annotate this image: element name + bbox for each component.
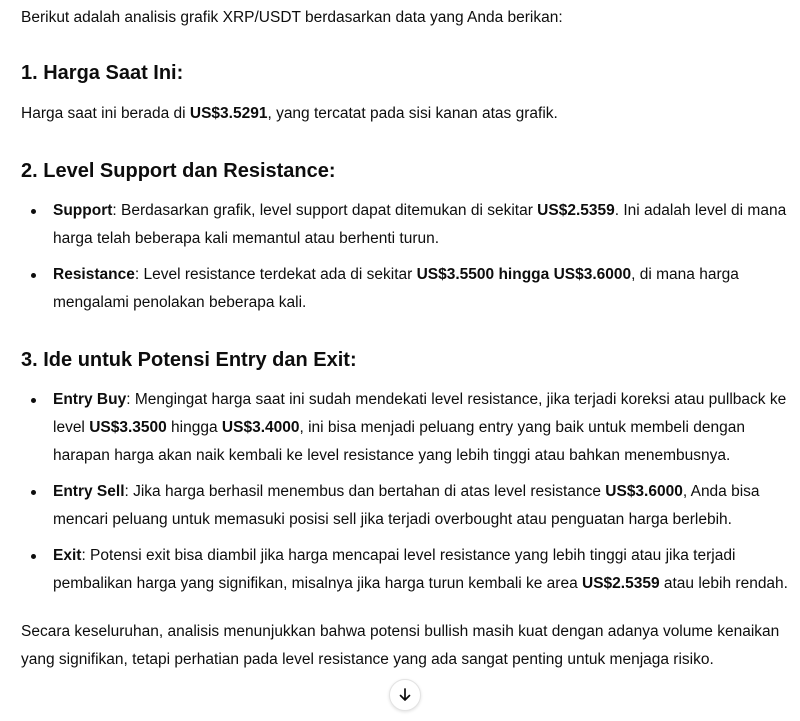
current-price-text: Harga saat ini berada di US$3.5291, yang tercatat pada sisi kanan atas grafik. bbox=[21, 105, 558, 122]
current-price-value: US$3.5291 bbox=[189, 105, 268, 122]
section-heading-entry-exit: 3. Ide untuk Potensi Entry dan Exit: bbox=[21, 349, 357, 371]
section-heading-current-price: 1. Harga Saat Ini: bbox=[21, 62, 184, 84]
bullet-icon bbox=[31, 398, 36, 403]
support-resistance-list bbox=[21, 197, 793, 317]
bullet-icon bbox=[31, 490, 36, 495]
arrow-down-icon bbox=[397, 687, 413, 703]
list-item-support: Support: Berdasarkan grafik, level support dapat ditemukan di sekitar US$2.5359. Ini adalah level di mana harga telah beberapa kali memantul atau berhenti turun. bbox=[21, 197, 793, 253]
entry-exit-list bbox=[21, 386, 793, 598]
list-item-exit: Exit: Potensi exit bisa diambil jika harga mencapai level resistance yang lebih tinggi atau jika terjadi pembalikan harga yang signifikan, misalnya jika harga turun kembali ke area US$2.5359 atau lebih rendah. bbox=[21, 542, 793, 598]
section-heading-support-resistance: 2. Level Support dan Resistance: bbox=[21, 160, 336, 182]
chat-message bbox=[21, 0, 793, 674]
list-item-entry-sell: Entry Sell: Jika harga berhasil menembus dan bertahan di atas level resistance US$3.6000, Anda bisa mencari peluang untuk memasuki posisi sell jika terjadi overbought atau penguatan harga berlebih. bbox=[21, 478, 793, 534]
intro-text: Berikut adalah analisis grafik XRP/USDT berdasarkan data yang Anda berikan: bbox=[21, 9, 563, 26]
scroll-to-bottom-button[interactable] bbox=[389, 679, 421, 711]
list-item-entry-buy: Entry Buy: Mengingat harga saat ini sudah mendekati level resistance, jika terjadi koreksi atau pullback ke level US$3.3500 hingga US$3.4000, ini bisa menjadi peluang entry yang baik untuk membeli dengan harapan harga akan naik kembali ke level resistance yang lebih tinggi atau bahkan menembusnya. bbox=[21, 386, 793, 470]
summary-text: Secara keseluruhan, analisis menunjukkan bahwa potensi bullish masih kuat dengan adanya volume kenaikan yang signifikan, tetapi perhatian pada level resistance yang ada sangat penting untuk menjaga risiko. bbox=[21, 623, 780, 668]
bullet-icon bbox=[31, 273, 36, 278]
list-item-resistance: Resistance: Level resistance terdekat ada di sekitar US$3.5500 hingga US$3.6000, di mana harga mengalami penolakan beberapa kali. bbox=[21, 261, 793, 317]
bullet-icon bbox=[31, 209, 36, 214]
bullet-icon bbox=[31, 554, 36, 559]
